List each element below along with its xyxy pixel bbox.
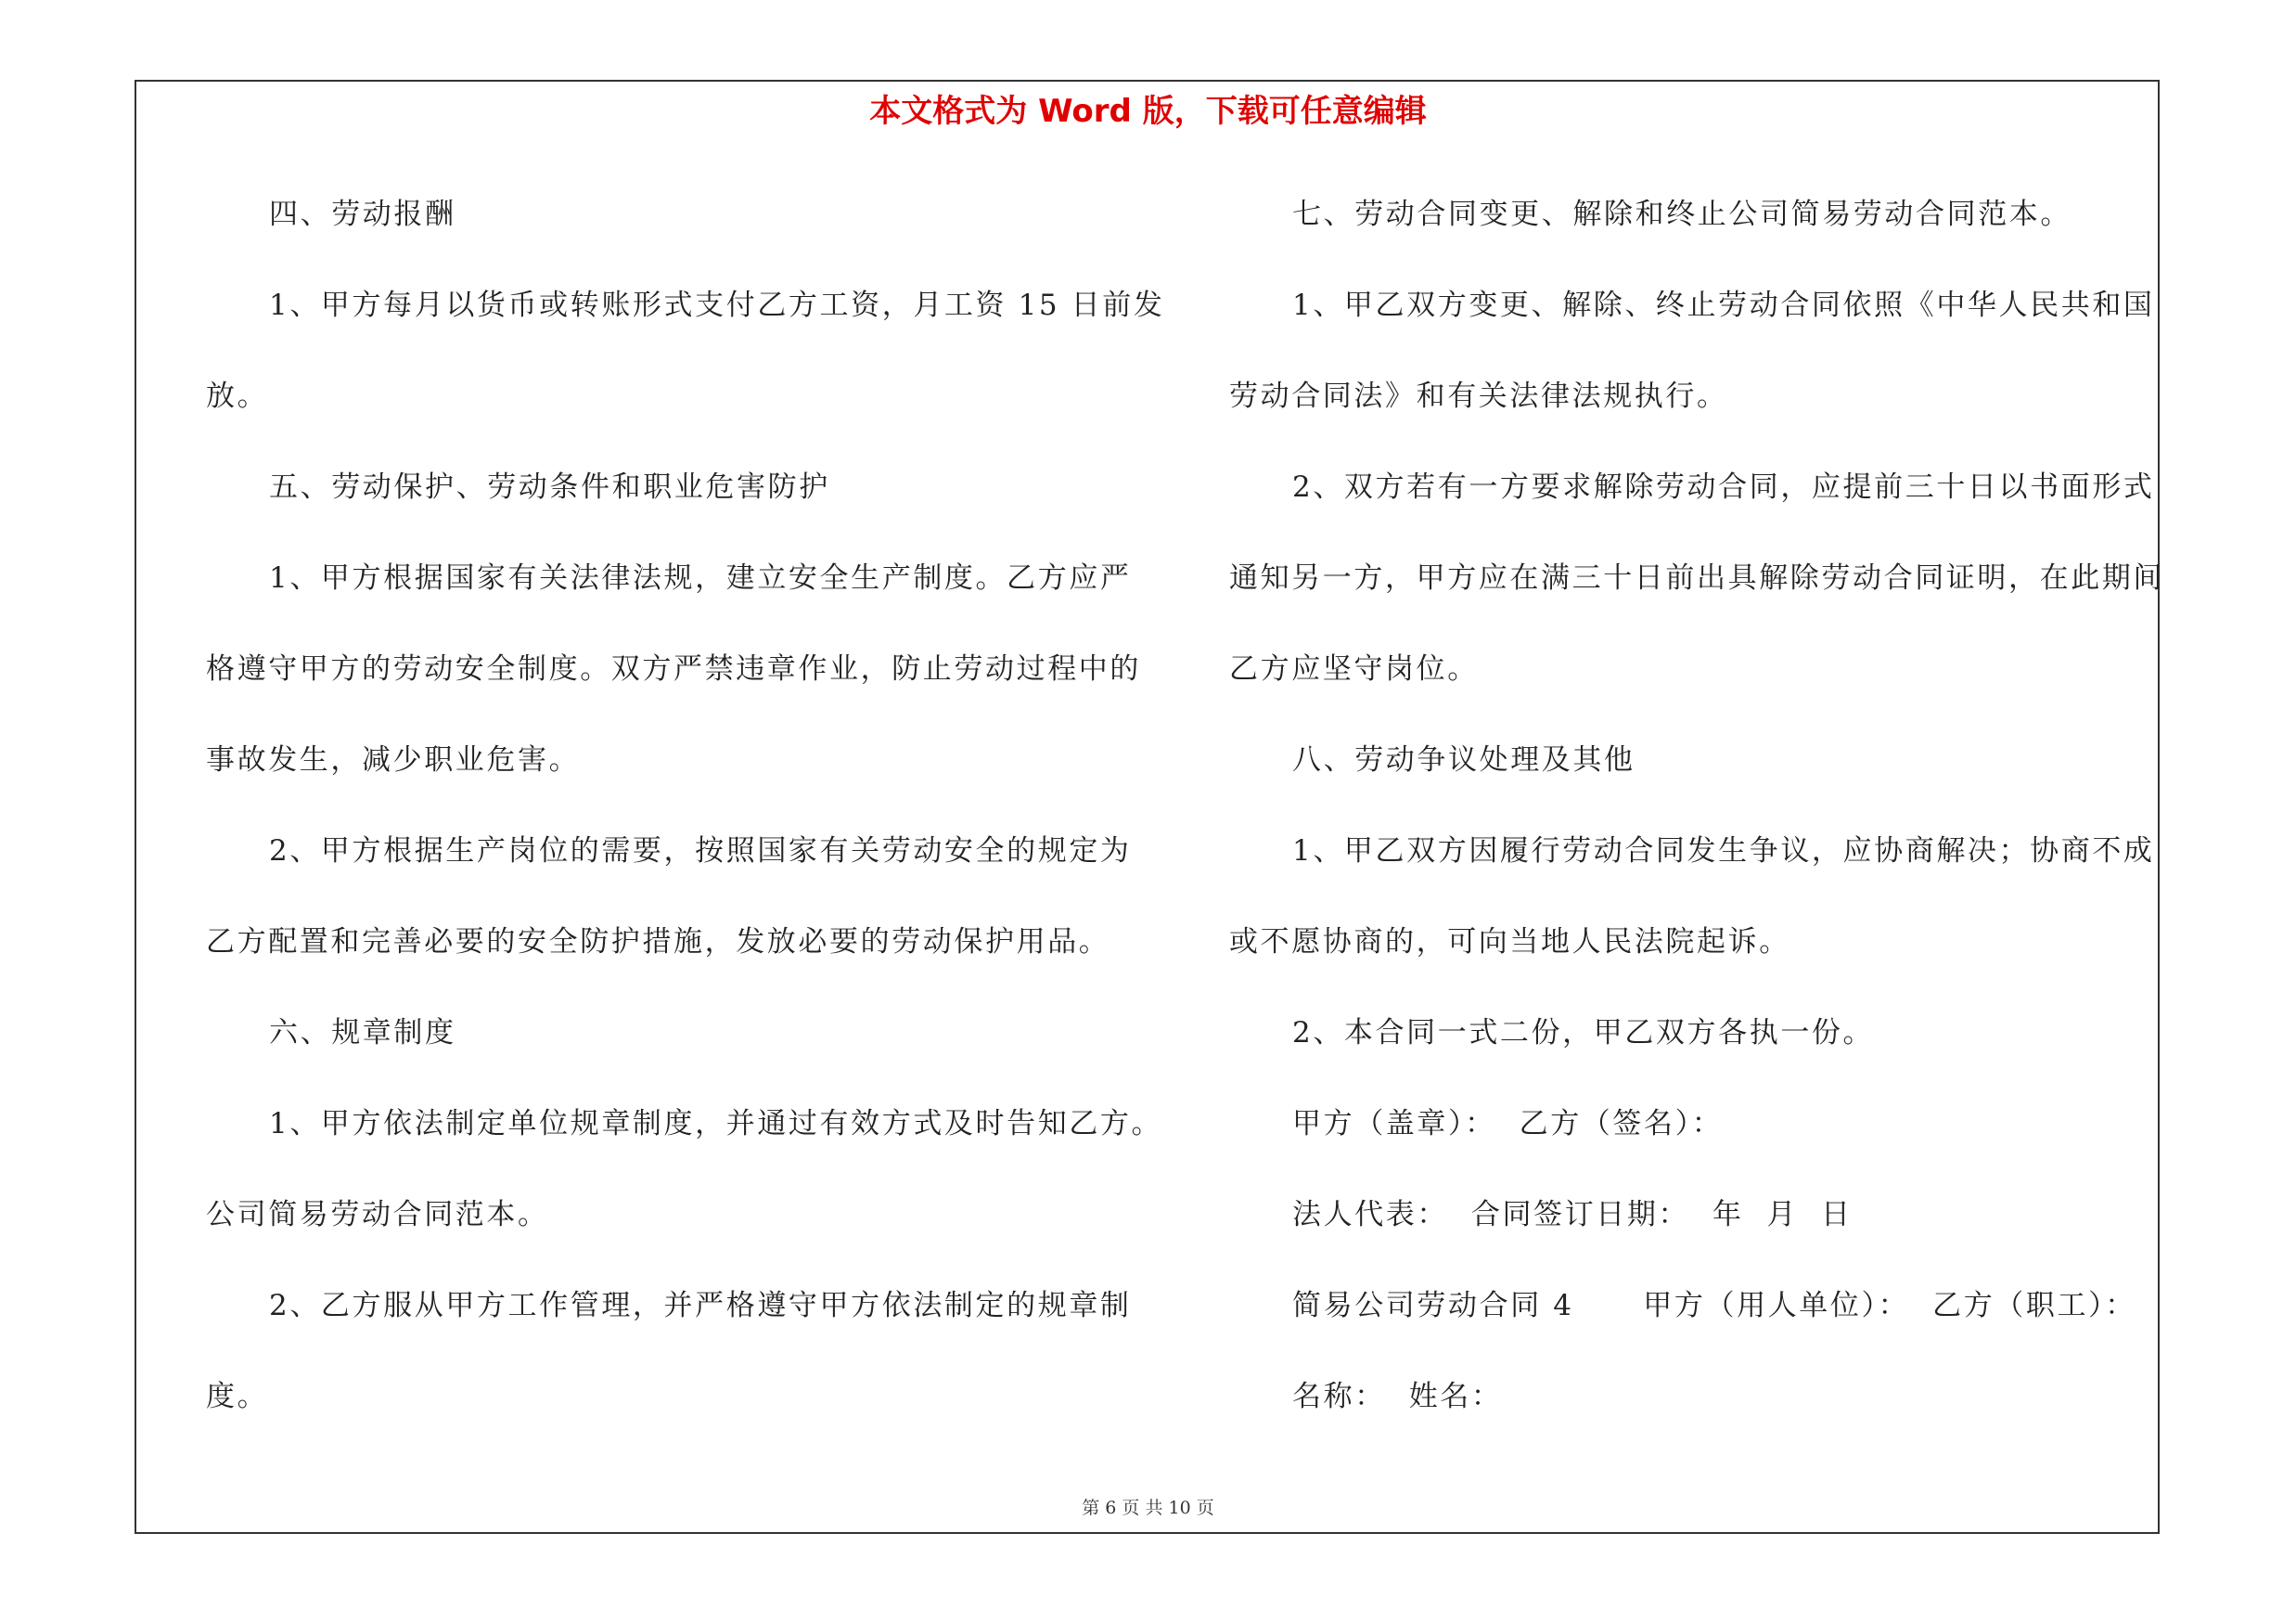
paragraph-line: 1、甲方依法制定单位规章制度，并通过有效方式及时告知乙方。 (269, 1107, 1163, 1140)
paragraph-line: 1、甲乙双方因履行劳动合同发生争议，应协商解决；协商不成 (1292, 834, 2155, 868)
paragraph-line: 公司简易劳动合同范本。 (206, 1198, 549, 1231)
paragraph-line: 2、乙方服从甲方工作管理，并严格遵守甲方依法制定的规章制 (269, 1289, 1132, 1322)
paragraph-line: 度。 (206, 1380, 269, 1413)
paragraph-line: 劳动合同法》和有关法律法规执行。 (1229, 380, 1728, 413)
paragraph-line: 1、甲方每月以货币或转账形式支付乙方工资，月工资 15 日前发 (269, 289, 1165, 322)
contract-header-line: 名称： 姓名： (1292, 1380, 1503, 1413)
paragraph-line: 七、劳动合同变更、解除和终止公司简易劳动合同范本。 (1292, 198, 2072, 231)
signature-line: 法人代表： 合同签订日期： 年 月 日 (1292, 1198, 1853, 1231)
paragraph-line: 2、双方若有一方要求解除劳动合同，应提前三十日以书面形式 (1292, 470, 2155, 504)
signature-line: 甲方（盖章）： 乙方（签名）： (1292, 1107, 1724, 1140)
paragraph-line: 八、劳动争议处理及其他 (1292, 743, 1635, 777)
paragraph-line: 五、劳动保护、劳动条件和职业危害防护 (269, 470, 830, 504)
paragraph-line: 1、甲乙双方变更、解除、终止劳动合同依照《中华人民共和国 (1292, 289, 2155, 322)
paragraph-line: 或不愿协商的，可向当地人民法院起诉。 (1229, 925, 1790, 959)
paragraph-line: 2、甲方根据生产岗位的需要，按照国家有关劳动安全的规定为 (269, 834, 1132, 868)
page-number: 第 6 页 共 10 页 (1082, 1498, 1214, 1518)
paragraph-line: 通知另一方，甲方应在满三十日前出具解除劳动合同证明，在此期间 (1229, 561, 2164, 595)
paragraph-line: 事故发生，减少职业危害。 (206, 743, 581, 777)
right-column (1229, 182, 2164, 1455)
paragraph-line: 1、甲方根据国家有关法律法规，建立安全生产制度。乙方应严 (269, 561, 1132, 595)
paragraph-line: 乙方配置和完善必要的安全防护措施，发放必要的劳动保护用品。 (206, 925, 1110, 959)
paragraph-line: 四、劳动报酬 (269, 198, 456, 231)
left-column (206, 182, 1165, 1455)
format-banner: 本文格式为 Word 版，下载可任意编辑 (869, 93, 1427, 130)
paragraph-line: 放。 (206, 380, 269, 413)
paragraph-line: 2、本合同一式二份，甲乙双方各执一份。 (1292, 1016, 1875, 1050)
paragraph-line: 六、规章制度 (269, 1016, 456, 1050)
paragraph-line: 格遵守甲方的劳动安全制度。双方严禁违章作业，防止劳动过程中的 (206, 652, 1141, 686)
contract-header-line: 简易公司劳动合同 4 甲方（用人单位）： 乙方（职工）： (1292, 1289, 2136, 1322)
paragraph-line: 乙方应坚守岗位。 (1229, 652, 1479, 686)
